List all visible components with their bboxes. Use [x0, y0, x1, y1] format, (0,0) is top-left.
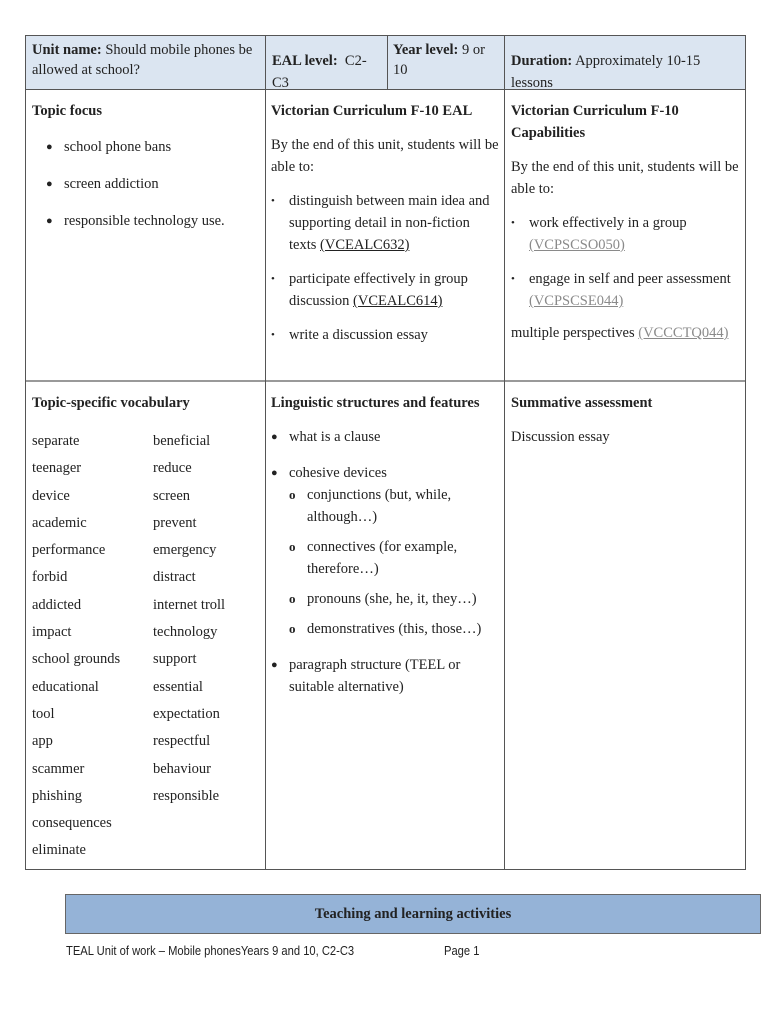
vocabulary-word: distract [153, 569, 196, 586]
list-item: ● paragraph structure (TEEL or suitable alternative) [271, 654, 499, 698]
vocabulary-word: internet troll [153, 596, 226, 613]
capabilities-intro: By the end of this unit, students will be able to: [511, 159, 739, 197]
unit-name-value: Should mobile phones be allowed at school? [32, 42, 253, 78]
bullet-icon: ● [46, 215, 53, 227]
vocabulary-cell [26, 382, 265, 869]
vocabulary-word: prevent [153, 514, 197, 531]
vocabulary-word: responsible [153, 787, 220, 804]
capabilities-list [511, 212, 739, 312]
circle-bullet-icon: o [289, 539, 296, 554]
vocabulary-list [32, 428, 259, 865]
circle-bullet-icon: o [289, 591, 296, 606]
summative-title: Summative assessment [511, 395, 653, 411]
vocabulary-word: eliminate [32, 842, 86, 859]
vocabulary-word: school grounds [32, 651, 121, 668]
duration-cell [505, 36, 745, 89]
vocabulary-word: reduce [153, 460, 192, 477]
vocabulary-word: device [32, 487, 70, 504]
vocabulary-col-2 [153, 428, 225, 865]
vocabulary-word: addicted [32, 596, 82, 613]
linguistic-cell [266, 382, 504, 869]
vocabulary-word: behaviour [153, 760, 211, 777]
table-right-border [745, 35, 746, 870]
vocabulary-title: Topic-specific vocabulary [32, 395, 190, 411]
list-item: ● responsible technology use. [46, 210, 259, 232]
eal-level-label: EAL level: [272, 53, 338, 69]
summative-text: Discussion essay [511, 429, 610, 445]
list-item: o pronouns (she, he, it, they…) [271, 588, 499, 610]
vocabulary-word: app [32, 733, 53, 750]
list-item: ● screen addiction [46, 173, 259, 195]
vocabulary-word: screen [153, 487, 191, 504]
footer-left: TEAL Unit of work – Mobile phonesYears 9 and 10, C2-C3 [66, 943, 355, 958]
year-level-label: Year level: [393, 42, 459, 58]
cohesive-devices-sublist [271, 484, 499, 640]
teaching-activities-bar [65, 894, 761, 934]
eal-level-cell [266, 36, 387, 89]
capability-code-link[interactable]: (VCCCTQ044) [638, 325, 729, 341]
linguistic-list [271, 426, 499, 484]
bullet-icon: ● [46, 141, 53, 153]
list-item: o conjunctions (but, while, although…) [271, 484, 499, 528]
curriculum-eal-list [271, 190, 499, 346]
vocabulary-word: scammer [32, 760, 85, 777]
curriculum-eal-title: Victorian Curriculum F-10 EAL [271, 103, 473, 119]
list-item: ● cohesive devices [271, 462, 499, 484]
capability-code-link[interactable]: (VCPSCSO050) [529, 237, 625, 253]
vocabulary-word: tool [32, 705, 55, 722]
list-item: • work effectively in a group (VCPSCSO050) [511, 212, 739, 256]
list-item: • write a discussion essay [271, 324, 499, 346]
bullet-icon: • [511, 273, 515, 285]
year-level-value: 9 or 10 [393, 42, 485, 78]
bullet-icon: • [511, 217, 515, 229]
list-item: • distinguish between main idea and supporting detail in non-fiction texts (VCEALC632) [271, 190, 499, 256]
capabilities-cell [505, 90, 745, 380]
vocabulary-word: beneficial [153, 433, 211, 449]
year-level-cell [388, 36, 504, 89]
bullet-icon: • [271, 273, 275, 285]
linguistic-title: Linguistic structures and features [271, 395, 480, 411]
capabilities-title: Victorian Curriculum F-10 Capabilities [511, 103, 679, 141]
duration-label: Duration: [511, 53, 573, 69]
curriculum-eal-cell [266, 90, 504, 380]
vocabulary-word: support [153, 651, 197, 668]
bullet-icon: ● [46, 178, 53, 190]
vocabulary-word: phishing [32, 787, 82, 804]
capability-code-link[interactable]: (VCPSCSE044) [529, 293, 624, 309]
list-item: ● school phone bans [46, 136, 259, 158]
list-item: o connectives (for example, therefore…) [271, 536, 499, 580]
vocabulary-word: essential [153, 678, 203, 695]
unit-name-cell [26, 36, 265, 89]
bullet-icon: • [271, 195, 275, 207]
eal-level-value: C2-C3 [272, 53, 367, 91]
table-bottom-border [25, 869, 746, 870]
teaching-activities-title: Teaching and learning activities [314, 905, 512, 922]
footer-page-number: Page 1 [444, 943, 480, 958]
vocabulary-word: technology [153, 624, 218, 641]
vocabulary-word: consequences [32, 815, 112, 832]
topic-focus-title: Topic focus [32, 103, 102, 119]
vocabulary-word: impact [32, 624, 72, 641]
duration-value: Approximately 10-15 lessons [511, 53, 701, 91]
vocabulary-word: emergency [153, 542, 217, 559]
list-item: ● what is a clause [271, 426, 499, 448]
vocabulary-word: academic [32, 514, 87, 531]
vocabulary-word: educational [32, 678, 99, 695]
vocabulary-word: performance [32, 542, 106, 559]
circle-bullet-icon: o [289, 621, 296, 636]
bullet-icon: ● [271, 467, 278, 479]
vocabulary-word: forbid [32, 569, 68, 586]
vocabulary-word: teenager [32, 460, 82, 477]
curriculum-code-link[interactable]: (VCEALC632) [320, 237, 410, 253]
capabilities-extra: multiple perspectives (VCCCTQ044) [511, 325, 729, 341]
bullet-icon: ● [271, 659, 278, 671]
topic-focus-list [32, 136, 259, 232]
curriculum-eal-intro: By the end of this unit, students will be able to: [271, 137, 499, 175]
vocabulary-col-1 [32, 428, 153, 865]
topic-focus-cell [26, 90, 265, 380]
summative-cell [505, 382, 745, 869]
linguistic-list-2 [271, 654, 499, 698]
list-item: • participate effectively in group discussion (VCEALC614) [271, 268, 499, 312]
circle-bullet-icon: o [289, 487, 296, 502]
vocabulary-word: respectful [153, 733, 211, 750]
bullet-icon: • [271, 329, 275, 341]
unit-name-label: Unit name: [32, 42, 102, 58]
vocabulary-word: expectation [153, 705, 220, 722]
bullet-icon: ● [271, 431, 278, 443]
curriculum-code-link[interactable]: (VCEALC614) [353, 293, 443, 309]
list-item: • engage in self and peer assessment (VCPSCSE044) [511, 268, 739, 312]
vocabulary-word: separate [32, 433, 80, 449]
list-item: o demonstratives (this, those…) [271, 618, 499, 640]
